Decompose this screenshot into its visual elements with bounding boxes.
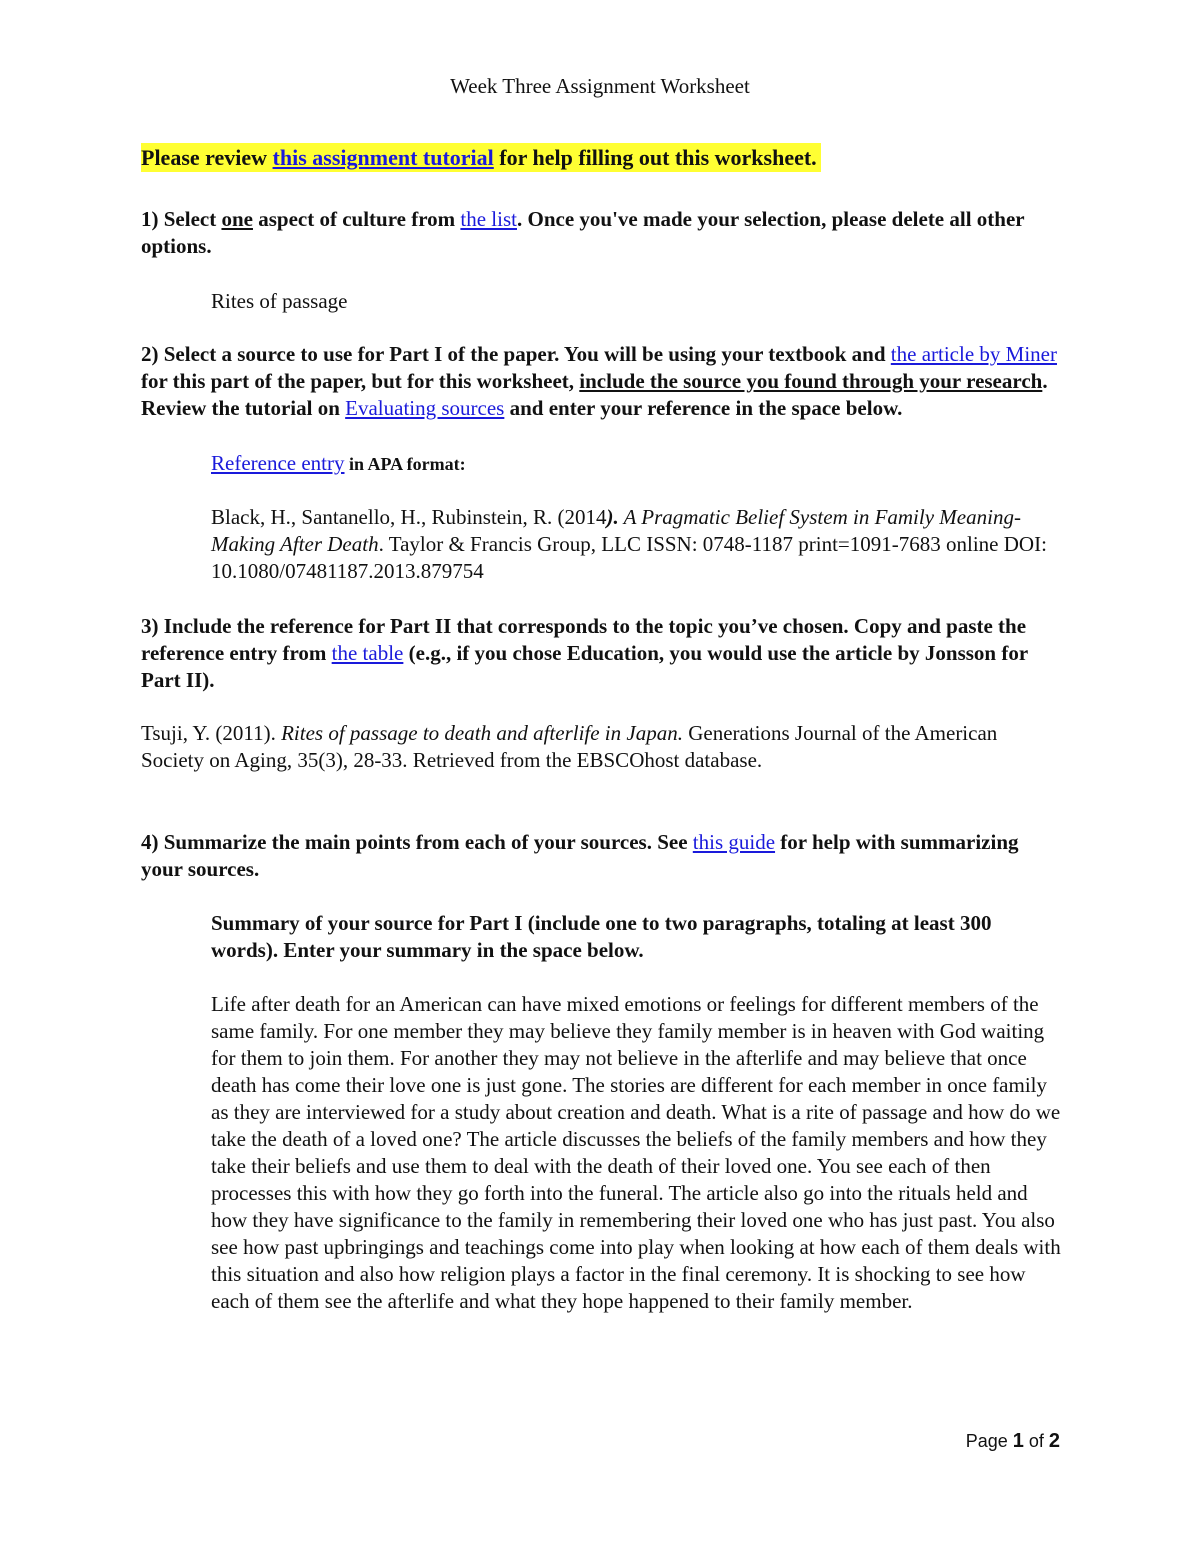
q2-suffix: and enter your reference in the space below. bbox=[504, 396, 903, 420]
q1-suffix: . Once you've made your selection, please delete all other options. bbox=[141, 207, 1025, 258]
q2-mid2: . Review the tutorial on bbox=[141, 369, 1048, 420]
question-2 bbox=[141, 341, 1061, 422]
question-1 bbox=[141, 206, 1061, 260]
reference-entry-label bbox=[211, 450, 1061, 478]
part2-reference-details: Generations Journal of the American Society on Aging, 35(3), 28-33. Retrieved from the EBSCOhost database. bbox=[141, 721, 998, 772]
page-title: Week Three Assignment Worksheet bbox=[450, 74, 750, 98]
q1-underlined: one bbox=[221, 207, 253, 231]
miner-article-link[interactable]: the article by Miner bbox=[890, 342, 1057, 366]
q2-underlined: include the source you found through your research bbox=[579, 369, 1043, 393]
q4-prefix: 4) Summarize the main points from each of your sources. See bbox=[141, 830, 693, 854]
summary-guide-link[interactable]: this guide bbox=[692, 830, 776, 854]
part1-reference-paren: ). bbox=[606, 505, 619, 529]
part1-reference[interactable] bbox=[211, 504, 1061, 585]
highlighted-notice bbox=[141, 143, 821, 172]
evaluating-sources-link[interactable]: Evaluating sources bbox=[345, 396, 505, 420]
q1-mid: aspect of culture from bbox=[252, 207, 461, 231]
part1-reference-details: . Taylor & Francis Group, LLC ISSN: 0748-1187 print=1091-7683 online DOI: 10.1080/07481187.2013.879754 bbox=[211, 532, 1047, 583]
q3-suffix: (e.g., if you chose Education, you would use the article by Jonsson for Part II). bbox=[141, 641, 1028, 692]
question-3 bbox=[141, 613, 1061, 694]
banner-prefix: Please review bbox=[141, 145, 273, 170]
page-total: 2 bbox=[1048, 1430, 1060, 1452]
part2-reference-author: Tsuji, Y. (2011). bbox=[141, 721, 282, 745]
q3-prefix: 3) Include the reference for Part II that corresponds to the topic you’ve chosen. Copy and paste the reference entry from bbox=[141, 614, 1027, 665]
culture-list-link[interactable]: the list bbox=[460, 207, 517, 231]
reference-entry-link[interactable]: Reference entry bbox=[211, 451, 345, 475]
reference-entry-suffix: in APA format: bbox=[344, 454, 466, 474]
question-4 bbox=[141, 829, 1061, 883]
summary-heading: Summary of your source for Part I (include one to two paragraphs, totaling at least 300 words). Enter your summary in the space below. bbox=[211, 911, 992, 962]
assignment-tutorial-link[interactable]: this assignment tutorial bbox=[272, 145, 494, 170]
banner-suffix: for help filling out this worksheet. bbox=[493, 145, 817, 170]
q2-mid: for this part of the paper, but for this worksheet, bbox=[141, 369, 580, 393]
q4-suffix: for help with summarizing your sources. bbox=[141, 830, 1019, 881]
q2-prefix: 2) Select a source to use for Part I of the paper. You will be using your textbook and bbox=[141, 342, 891, 366]
part2-reference[interactable] bbox=[141, 720, 1061, 774]
topic-table-link[interactable]: the table bbox=[331, 641, 404, 665]
page-number-footer bbox=[966, 1430, 1060, 1453]
q1-answer[interactable]: Rites of passage bbox=[211, 289, 348, 313]
summary-text[interactable]: Life after death for an American can have mixed emotions or feelings for different members of the same family. For one member they may believe they family member is in heaven with God waiting for them to join them. For another they may not believe in the afterlife and may believe that once death has come their love one is just gone. The stories are different for each member in once family as they are interviewed for a study about creation and death. What is a rite of passage and how do we take the death of a loved one? The article discusses the beliefs of the family members and how they take their beliefs and use them to deal with the death of their loved one. You see each of then processes this with how they go forth into the funeral. The article also go into the rituals held and how they have significance to the family in remembering their loved one who has just past. You also see how past upbringings and teachings come into play when looking at how each of them deals with this situation and also how religion plays a factor in the final ceremony. It is shocking to see how each of them see the afterlife and what they hope happened to their family member. bbox=[211, 992, 1061, 1313]
part2-reference-title: Rites of passage to death and afterlife in Japan. bbox=[281, 721, 683, 745]
part1-reference-title: A Pragmatic Belief System in Family Meaning-Making After Death bbox=[211, 505, 1021, 556]
page-label: Page bbox=[965, 1431, 1013, 1451]
of-label: of bbox=[1023, 1431, 1049, 1451]
tutorial-banner bbox=[141, 144, 1061, 172]
q1-prefix: 1) Select bbox=[141, 207, 222, 231]
page-number: 1 bbox=[1012, 1430, 1024, 1452]
part1-reference-authors: Black, H., Santanello, H., Rubinstein, R. (2014 bbox=[211, 505, 607, 529]
